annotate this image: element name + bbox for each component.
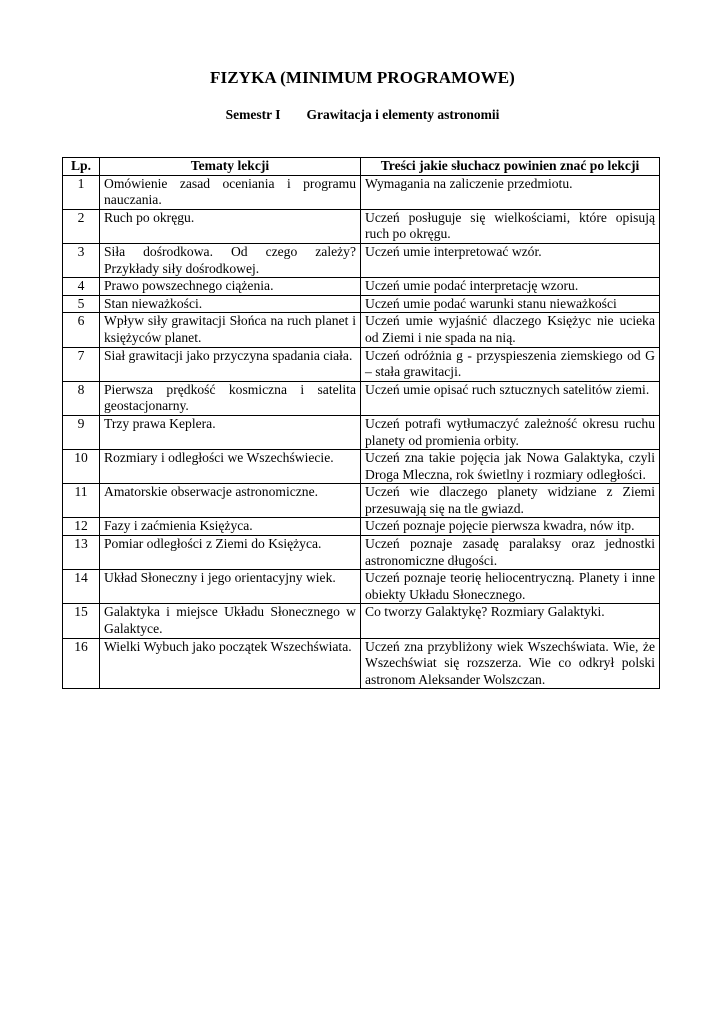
table-row — [63, 243, 660, 277]
row-content: Uczeń zna takie pojęcia jak Nowa Galaktyka, czyli Droga Mleczna, rok świetlny i rozmiary odległości. — [361, 450, 660, 484]
row-topic: Rozmiary i odległości we Wszechświecie. — [100, 450, 361, 484]
row-lp: 15 — [63, 604, 100, 638]
table-row — [63, 313, 660, 347]
row-topic: Pierwsza prędkość kosmiczna i satelita geostacjonarny. — [100, 381, 361, 415]
row-content: Uczeń umie opisać ruch sztucznych satelitów ziemi. — [361, 381, 660, 415]
row-topic: Galaktyka i miejsce Układu Słonecznego w Galaktyce. — [100, 604, 361, 638]
lessons-table — [62, 157, 660, 689]
row-content: Uczeń umie interpretować wzór. — [361, 243, 660, 277]
table-row — [63, 278, 660, 296]
row-content: Uczeń poznaje pojęcie pierwsza kwadra, nów itp. — [361, 518, 660, 536]
row-lp: 13 — [63, 536, 100, 570]
table-row — [63, 347, 660, 381]
row-topic: Stan nieważkości. — [100, 295, 361, 313]
row-content: Uczeń umie wyjaśnić dlaczego Księżyc nie ucieka od Ziemi i nie spada na nią. — [361, 313, 660, 347]
row-content: Uczeń odróżnia g - przyspieszenia ziemskiego od G – stała grawitacji. — [361, 347, 660, 381]
header-lp: Lp. — [63, 158, 100, 176]
row-lp: 3 — [63, 243, 100, 277]
row-lp: 10 — [63, 450, 100, 484]
table-header-row — [63, 158, 660, 176]
row-topic: Prawo powszechnego ciążenia. — [100, 278, 361, 296]
row-lp: 5 — [63, 295, 100, 313]
row-topic: Układ Słoneczny i jego orientacyjny wiek. — [100, 570, 361, 604]
header-content: Treści jakie słuchacz powinien znać po lekcji — [361, 158, 660, 176]
row-lp: 2 — [63, 209, 100, 243]
table-row — [63, 295, 660, 313]
row-topic: Amatorskie obserwacje astronomiczne. — [100, 484, 361, 518]
row-lp: 4 — [63, 278, 100, 296]
header-topic: Tematy lekcji — [100, 158, 361, 176]
row-content: Uczeń wie dlaczego planety widziane z Ziemi przesuwają się na tle gwiazd. — [361, 484, 660, 518]
row-topic: Wpływ siły grawitacji Słońca na ruch planet i księżyców planet. — [100, 313, 361, 347]
row-lp: 7 — [63, 347, 100, 381]
table-row — [63, 381, 660, 415]
row-content: Uczeń umie podać warunki stanu nieważkości — [361, 295, 660, 313]
row-lp: 9 — [63, 415, 100, 449]
row-content: Uczeń potrafi wytłumaczyć zależność okresu ruchu planety od promienia orbity. — [361, 415, 660, 449]
row-topic: Wielki Wybuch jako początek Wszechświata. — [100, 638, 361, 689]
table-row — [63, 604, 660, 638]
row-lp: 8 — [63, 381, 100, 415]
row-lp: 14 — [63, 570, 100, 604]
row-content: Uczeń poznaje zasadę paralaksy oraz jednostki astronomiczne długości. — [361, 536, 660, 570]
row-topic: Omówienie zasad oceniania i programu nauczania. — [100, 175, 361, 209]
row-topic: Ruch po okręgu. — [100, 209, 361, 243]
subject-label: Grawitacja i elementy astronomii — [306, 107, 500, 122]
row-topic: Siał grawitacji jako przyczyna spadania ciała. — [100, 347, 361, 381]
row-lp: 1 — [63, 175, 100, 209]
table-row — [63, 518, 660, 536]
table-row — [63, 536, 660, 570]
row-content: Uczeń poznaje teorię heliocentryczną. Planety i inne obiekty Układu Słonecznego. — [361, 570, 660, 604]
row-content: Wymagania na zaliczenie przedmiotu. — [361, 175, 660, 209]
document-title: FIZYKA (MINIMUM PROGRAMOWE) — [210, 68, 515, 87]
row-lp: 16 — [63, 638, 100, 689]
table-row — [63, 570, 660, 604]
document-subtitle — [0, 107, 725, 123]
row-topic: Trzy prawa Keplera. — [100, 415, 361, 449]
row-content: Co tworzy Galaktykę? Rozmiary Galaktyki. — [361, 604, 660, 638]
row-lp: 12 — [63, 518, 100, 536]
row-lp: 6 — [63, 313, 100, 347]
row-topic: Fazy i zaćmienia Księżyca. — [100, 518, 361, 536]
table-row — [63, 209, 660, 243]
table-row — [63, 638, 660, 689]
row-content: Uczeń umie podać interpretację wzoru. — [361, 278, 660, 296]
table-row — [63, 415, 660, 449]
row-content: Uczeń posługuje się wielkościami, które opisują ruch po okręgu. — [361, 209, 660, 243]
table-row — [63, 450, 660, 484]
row-topic: Pomiar odległości z Ziemi do Księżyca. — [100, 536, 361, 570]
row-topic: Siła dośrodkowa. Od czego zależy? Przykłady siły dośrodkowej. — [100, 243, 361, 277]
row-content: Uczeń zna przybliżony wiek Wszechświata. Wie, że Wszechświat się rozszerza. Wie co odkrył polski astronom Aleksander Wolszczan. — [361, 638, 660, 689]
table-row — [63, 484, 660, 518]
row-lp: 11 — [63, 484, 100, 518]
semester-label: Semestr I — [225, 107, 281, 122]
table-row — [63, 175, 660, 209]
